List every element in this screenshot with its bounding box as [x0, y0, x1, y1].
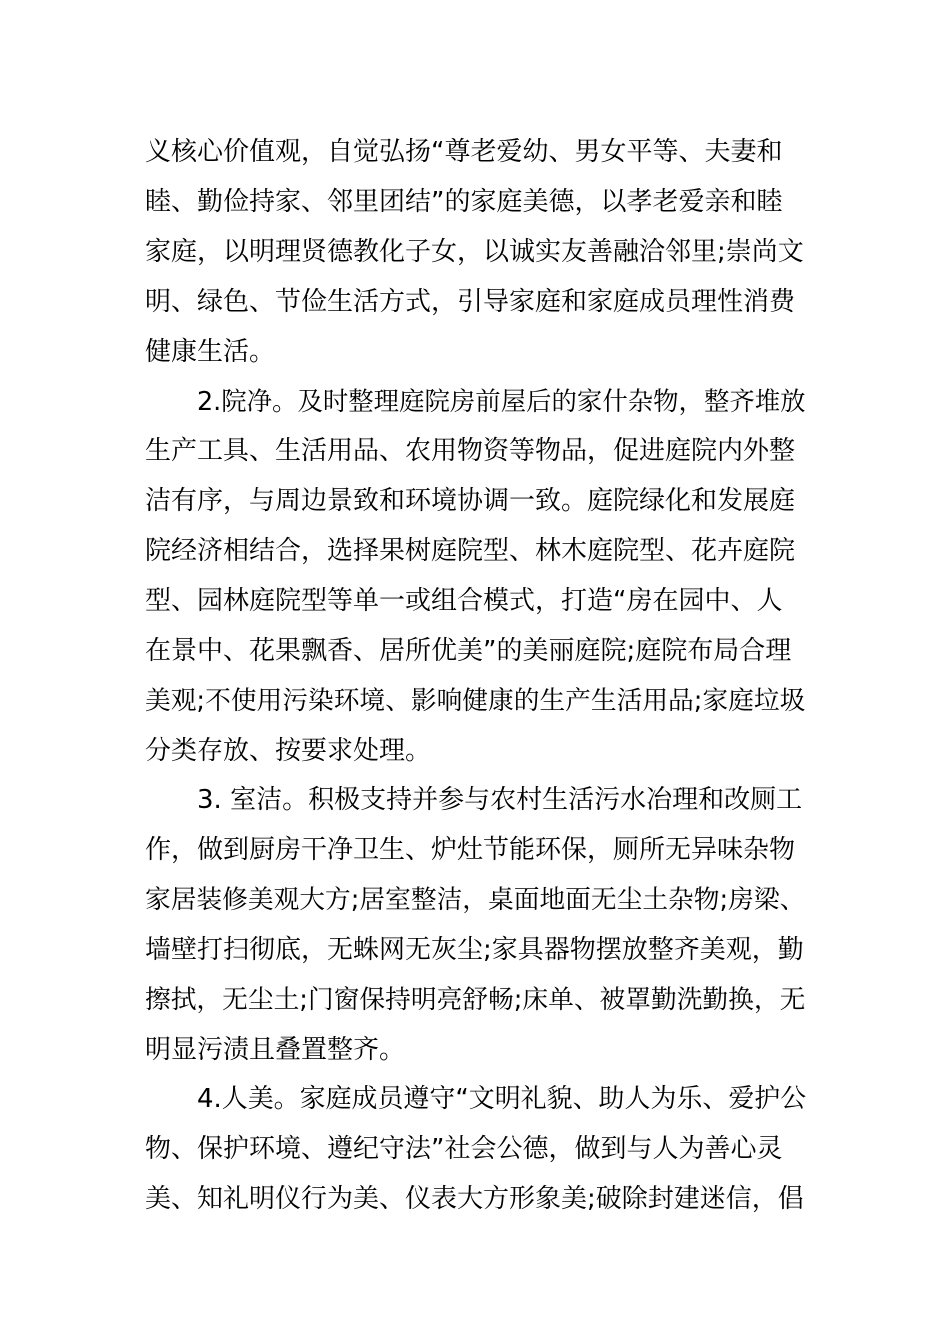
text-line: 擦拭，无尘土;门窗保持明亮舒畅;床单、被罩勤洗勤换，无	[145, 985, 806, 1015]
text-line: 墙壁打扫彻底，无蛛网无灰尘;家具器物摆放整齐美观，勤	[145, 935, 804, 965]
text-line: 生产工具、生活用品、农用物资等物品，促进庭院内外整	[145, 436, 796, 466]
text-line: 睦、勤俭持家、邻里团结”的家庭美德，以孝老爱亲和睦	[145, 187, 783, 217]
text-line: 健康生活。	[145, 337, 276, 367]
text-line: 洁有序，与周边景致和环境协调一致。庭院绿化和发展庭	[145, 486, 796, 516]
text-line: 美观;不使用污染环境、影响健康的生产生活用品;家庭垃圾	[145, 686, 806, 716]
text-line: 型、园林庭院型等单一或组合模式，打造“房在园中、人	[145, 586, 783, 616]
paragraph-start-line: 2.院净。及时整理庭院房前屋后的家什杂物，整齐堆放	[197, 386, 806, 416]
text-line: 家居装修美观大方;居室整洁，桌面地面无尘土杂物;房梁、	[145, 885, 806, 915]
paragraph-start-line: 4.人美。家庭成员遵守“文明礼貌、助人为乐、爱护公	[197, 1084, 807, 1114]
paragraph-start-line: 3. 室洁。积极支持并参与农村生活污水冶理和改厕工	[197, 785, 803, 815]
text-line: 明显污渍且叠置整齐。	[145, 1035, 406, 1065]
text-line: 院经济相结合，选择果树庭院型、林木庭院型、花卉庭院	[145, 536, 796, 566]
text-line: 明、绿色、节俭生活方式，引导家庭和家庭成员理性消费	[145, 287, 796, 317]
text-line: 物、保护环境、遵纪守法”社会公德，做到与人为善心灵	[145, 1134, 783, 1164]
text-line: 分类存放、按要求处理。	[145, 736, 432, 766]
text-line: 义核心价值观，自觉弘扬“尊老爱幼、男女平等、夫妻和	[145, 137, 783, 167]
text-line: 家庭，以明理贤德教化子女，以诚实友善融洽邻里;崇尚文	[145, 237, 804, 267]
text-line: 在景中、花果飘香、居所优美”的美丽庭院;庭院布局合理	[145, 636, 792, 666]
text-line: 美、知礼明仪行为美、仪表大方形象美;破除封建迷信，倡	[145, 1184, 804, 1214]
text-line: 作，做到厨房干净卫生、炉灶节能环保，厕所无异味杂物	[145, 835, 796, 865]
